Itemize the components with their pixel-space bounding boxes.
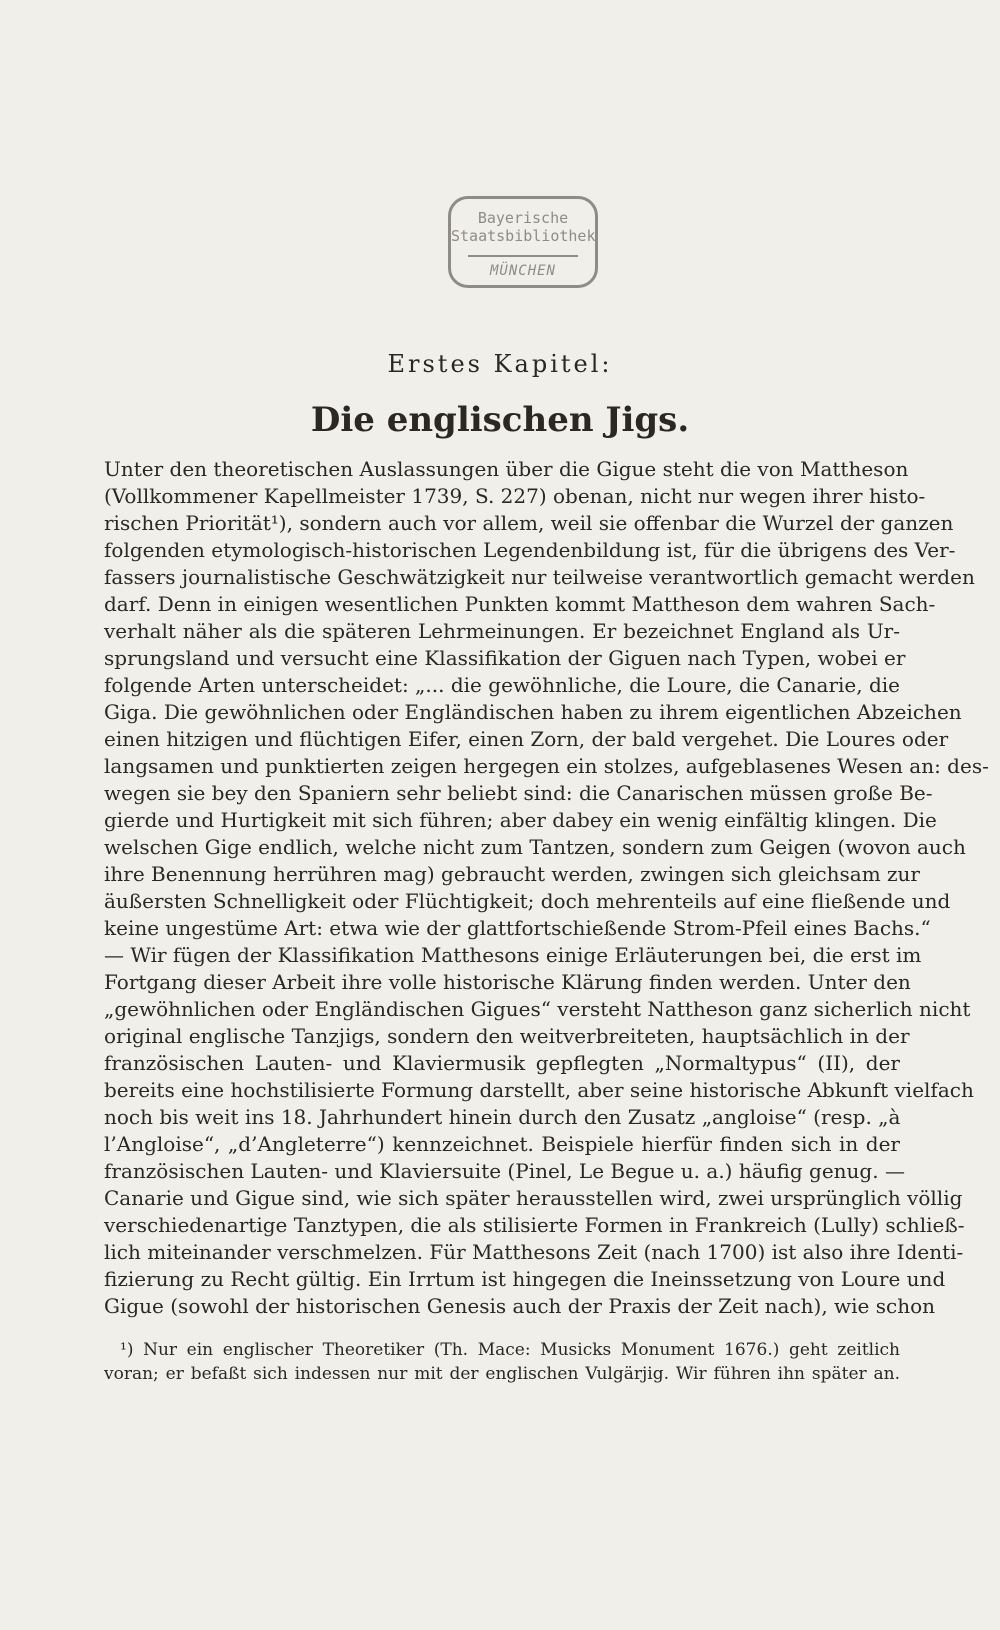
stamp-line-2: Staatsbibliothek bbox=[451, 227, 596, 245]
text-line: darf. Denn in einigen wesentlichen Punkten kommt Mattheson dem wahren Sach- bbox=[104, 592, 936, 616]
text-line: wegen sie bey den Spaniern sehr beliebt sind: die Canarischen müssen große Be- bbox=[104, 781, 933, 805]
text-line: folgenden etymologisch-historischen Legendenbildung ist, für die übrigens des Ver- bbox=[104, 538, 956, 562]
text-line: noch bis weit ins 18. Jahrhundert hinein durch den Zusatz „angloise“ (resp. „à bbox=[104, 1105, 901, 1129]
text-line: fizierung zu Recht gültig. Ein Irrtum ist hingegen die Ineinssetzung von Loure und bbox=[104, 1267, 946, 1291]
text-line: (Vollkommener Kapellmeister 1739, S. 227) obenan, nicht nur wegen ihrer histo- bbox=[104, 484, 926, 508]
footnotes bbox=[104, 1338, 900, 1386]
text-line: „gewöhnlichen oder Engländischen Gigues“ versteht Nattheson ganz sicherlich nicht bbox=[104, 997, 971, 1021]
text-line: welschen Gige endlich, welche nicht zum Tantzen, sondern zum Geigen (wovon auch bbox=[104, 835, 966, 859]
footnote-line: voran; er befaßt sich indessen nur mit der englischen Vulgärjig. Wir führen ihn später an. bbox=[104, 1364, 900, 1384]
chapter-title: Die englischen Jigs. bbox=[310, 400, 690, 440]
text-line: rischen Priorität¹), sondern auch vor allem, weil sie offenbar die Wurzel der ganzen bbox=[104, 511, 954, 535]
text-line: lich miteinander verschmelzen. Für Matthesons Zeit (nach 1700) ist also ihre Identi- bbox=[104, 1240, 964, 1264]
library-stamp bbox=[448, 196, 598, 288]
text-line: folgende Arten unterscheidet: „... die gewöhnliche, die Loure, die Canarie, die bbox=[104, 673, 900, 697]
text-line: original englische Tanzjigs, sondern den weitverbreiteten, hauptsächlich in der bbox=[104, 1024, 910, 1048]
text-line: Unter den theoretischen Auslassungen über die Gigue steht die von Mattheson bbox=[104, 457, 909, 481]
text-line: ihre Benennung herrühren mag) gebraucht werden, zwingen sich gleichsam zur bbox=[104, 862, 920, 886]
text-line: langsamen und punktierten zeigen hergegen ein stolzes, aufgeblasenes Wesen an: des- bbox=[104, 754, 989, 778]
text-line: äußersten Schnelligkeit oder Flüchtigkeit; doch mehrenteils auf eine fließende und bbox=[104, 889, 951, 913]
chapter-label: Erstes Kapitel: bbox=[387, 350, 613, 378]
body-text bbox=[104, 456, 989, 1320]
text-line: keine ungestüme Art: etwa wie der glattfortschießende Strom-Pfeil eines Bachs.“ bbox=[104, 916, 931, 940]
text-line: einen hitzigen und flüchtigen Eifer, einen Zorn, der bald vergehet. Die Loures oder bbox=[104, 727, 949, 751]
text-line: fassers journalistische Geschwätzigkeit nur teilweise verantwortlich gemacht werden bbox=[104, 565, 975, 589]
text-line: französischen Lauten- und Klaviersuite (Pinel, Le Begue u. a.) häufig genug. — bbox=[104, 1159, 905, 1183]
text-line: Gigue (sowohl der historischen Genesis auch der Praxis der Zeit nach), wie schon bbox=[104, 1294, 936, 1318]
footnote-line: ¹) Nur ein englischer Theoretiker (Th. Mace: Musicks Monument 1676.) geht zeitlich bbox=[120, 1340, 900, 1360]
stamp-line-1: Bayerische bbox=[477, 209, 569, 227]
text-line: bereits eine hochstilisierte Formung darstellt, aber seine historische Abkunft vielfach bbox=[104, 1078, 974, 1102]
text-line: — Wir fügen der Klassifikation Matthesons einige Erläuterungen bei, die erst im bbox=[104, 943, 922, 967]
stamp-line-3: MÜNCHEN bbox=[468, 255, 578, 279]
text-line: l’Angloise“, „d’Angleterre“) kennzeichnet. Beispiele hierfür finden sich in der bbox=[104, 1132, 900, 1156]
text-line: französischen Lauten- und Klaviermusik gepflegten „Normaltypus“ (II), der bbox=[104, 1051, 900, 1075]
text-line: verhalt näher als die späteren Lehrmeinungen. Er bezeichnet England als Ur- bbox=[104, 619, 900, 643]
text-line: verschiedenartige Tanztypen, die als stilisierte Formen in Frankreich (Lully) schließ- bbox=[104, 1213, 965, 1237]
text-line: Canarie und Gigue sind, wie sich später herausstellen wird, zwei ursprünglich völlig bbox=[104, 1186, 963, 1210]
text-line: gierde und Hurtigkeit mit sich führen; aber dabey ein wenig einfältig klingen. Die bbox=[104, 808, 937, 832]
text-line: Giga. Die gewöhnlichen oder Engländischen haben zu ihrem eigentlichen Abzeichen bbox=[104, 700, 962, 724]
text-line: sprungsland und versucht eine Klassifikation der Giguen nach Typen, wobei er bbox=[104, 646, 906, 670]
text-line: Fortgang dieser Arbeit ihre volle historische Klärung finden werden. Unter den bbox=[104, 970, 911, 994]
